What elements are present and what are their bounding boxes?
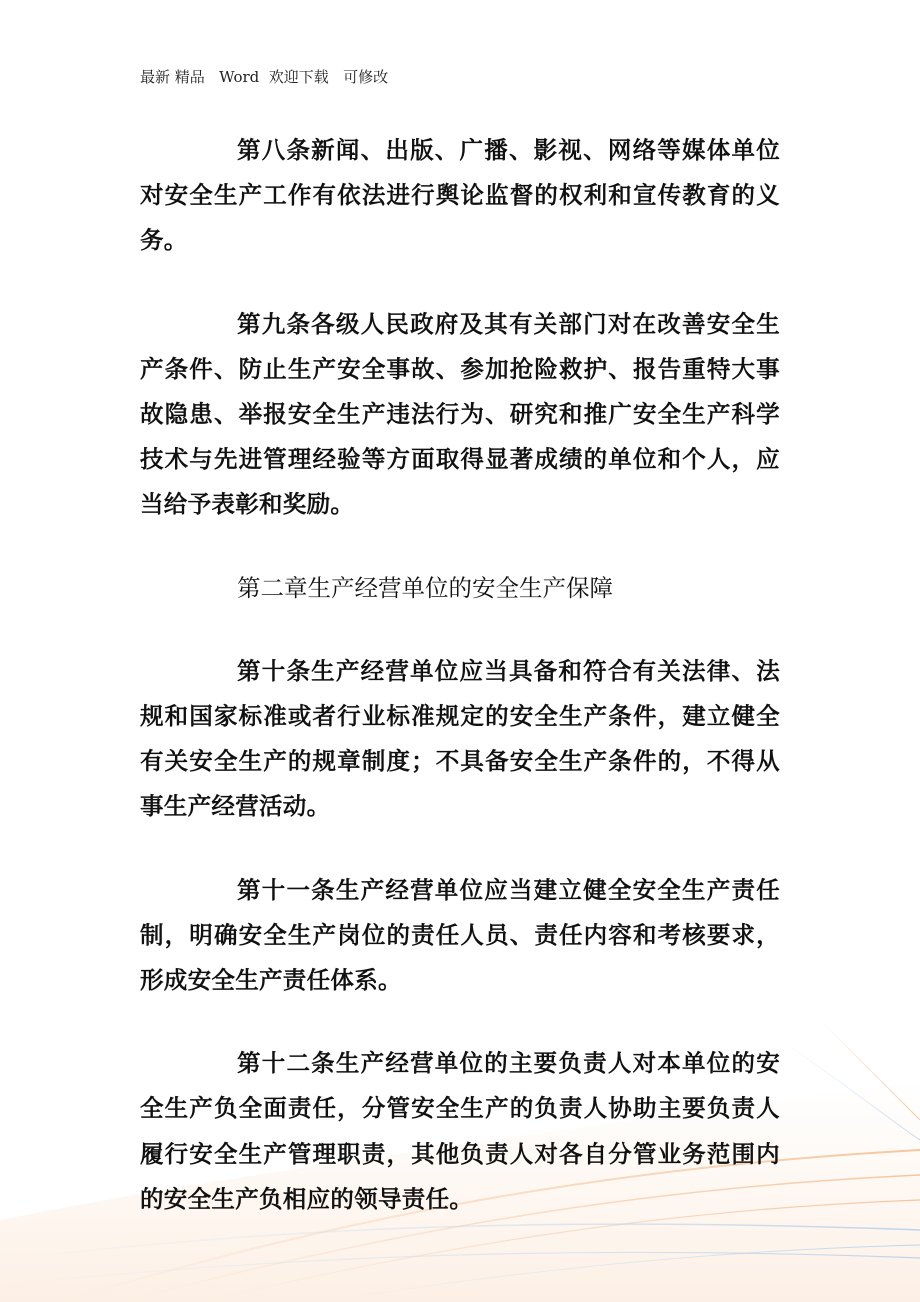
article-11-paragraph: 第十一条生产经营单位应当建立健全安全生产责任制，明确安全生产岗位的责任人员、责任内容和考核要求，形成安全生产责任体系。 <box>140 875 780 995</box>
article-10-paragraph: 第十条生产经营单位应当具备和符合有关法律、法规和国家标准或者行业标准规定的安全生产条件，建立健全有关安全生产的规章制度；不具备安全生产条件的，不得从事生产经营活动。 <box>140 656 780 821</box>
chapter-2-heading: 第二章生产经营单位的安全生产保障 <box>237 573 613 602</box>
article-12-paragraph: 第十二条生产经营单位的主要负责人对本单位的安全生产负全面责任，分管安全生产的负责人协助主要负责人履行安全生产管理职责，其他负责人对各自分管业务范围内的安全生产负相应的领导责任。 <box>140 1049 780 1213</box>
header-watermark-text: 最新 精品 Word 欢迎下载 可修改 <box>140 68 389 86</box>
article-8-paragraph: 第八条新闻、出版、广播、影视、网络等媒体单位对安全生产工作有依法进行舆论监督的权利和宣传教育的义务。 <box>140 136 780 255</box>
document-body <box>140 128 780 1260</box>
article-9-paragraph: 第九条各级人民政府及其有关部门对在改善安全生产条件、防止生产安全事故、参加抢险救护、报告重特大事故隐患、举报安全生产违法行为、研究和推广安全生产科学技术与先进管理经验等方面取得显著成绩的单位和个人，应当给予表彰和奖励。 <box>140 309 780 519</box>
